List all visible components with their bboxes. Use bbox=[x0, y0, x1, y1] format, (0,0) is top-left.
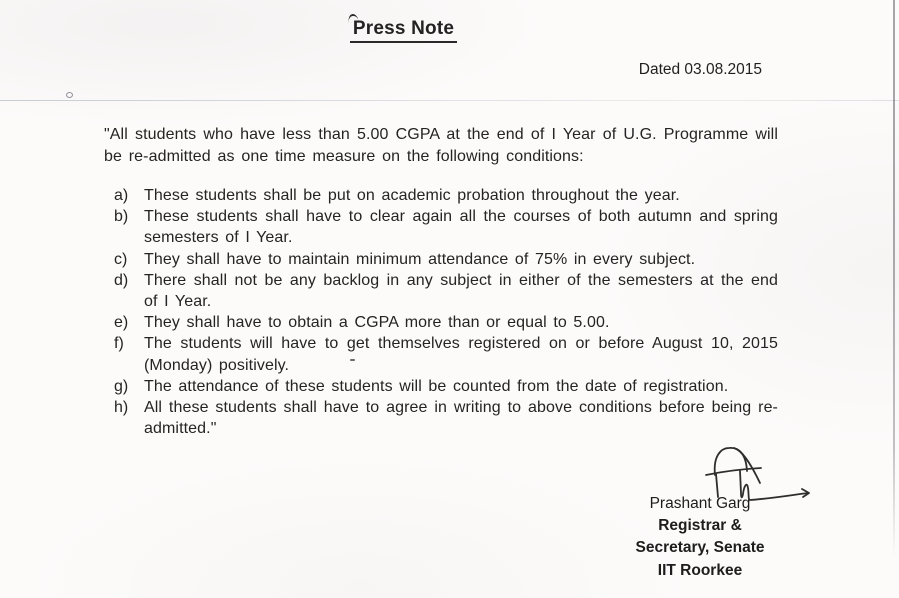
condition-text: The attendance of these students will be counted from the date of registration. bbox=[144, 377, 729, 395]
condition-text: There shall not be any backlog in any subject in either of the semesters at the end of I Year. bbox=[144, 271, 778, 311]
title-row bbox=[0, 18, 807, 43]
condition-text: All these students shall have to agree in writing to above conditions before being re-admitted." bbox=[144, 399, 778, 438]
condition-item-e bbox=[114, 312, 778, 333]
signatory-designation-2: Secretary, Senate bbox=[635, 539, 765, 557]
condition-text: They shall have to obtain a CGPA more than or equal to 5.00. bbox=[144, 314, 610, 332]
condition-text: These students shall be put on academic probation throughout the year. bbox=[144, 187, 680, 204]
condition-item-f bbox=[114, 333, 778, 375]
condition-item-c bbox=[114, 249, 778, 270]
condition-label: a) bbox=[114, 187, 129, 204]
condition-item-d bbox=[114, 270, 778, 312]
scan-crease-line-artifact bbox=[0, 100, 899, 101]
condition-label: b) bbox=[114, 208, 129, 226]
signature-block bbox=[612, 493, 788, 582]
signatory-organization: IIT Roorkee bbox=[657, 561, 743, 579]
signatory-name: Prashant Garg bbox=[649, 495, 751, 512]
scan-pen-tick-artifact bbox=[347, 13, 358, 23]
conditions-list bbox=[114, 185, 778, 439]
condition-label: h) bbox=[114, 399, 129, 417]
scan-page-edge-artifact bbox=[893, 0, 895, 558]
condition-label: c) bbox=[114, 250, 128, 268]
scan-dash-artifact bbox=[350, 359, 355, 361]
date-line: Dated 03.08.2015 bbox=[638, 61, 762, 78]
condition-item-a bbox=[114, 185, 778, 206]
condition-label: d) bbox=[114, 271, 129, 289]
condition-item-h bbox=[114, 397, 778, 439]
condition-label: g) bbox=[114, 377, 129, 395]
intro-paragraph: "All students who have less than 5.00 CGPA at the end of I Year of U.G. Programme will be re-admitted as one time measure on the following conditions: bbox=[104, 126, 778, 165]
condition-item-g bbox=[114, 376, 778, 397]
condition-text: The students will have to get themselves registered on or before August 10, 2015 (Monday) positively. bbox=[144, 335, 778, 374]
page-title-text: Press Note bbox=[352, 18, 455, 39]
page-title bbox=[350, 18, 457, 43]
scan-speck-artifact bbox=[66, 92, 73, 98]
condition-label: e) bbox=[114, 314, 129, 332]
condition-item-b bbox=[114, 206, 778, 248]
signatory-designation-1: Registrar & bbox=[658, 517, 742, 535]
condition-text: These students shall have to clear again all the courses of both autumn and spring semesters of I Year. bbox=[144, 208, 778, 247]
condition-text: They shall have to maintain minimum attendance of 75% in every subject. bbox=[144, 250, 696, 268]
condition-label: f) bbox=[114, 335, 124, 353]
